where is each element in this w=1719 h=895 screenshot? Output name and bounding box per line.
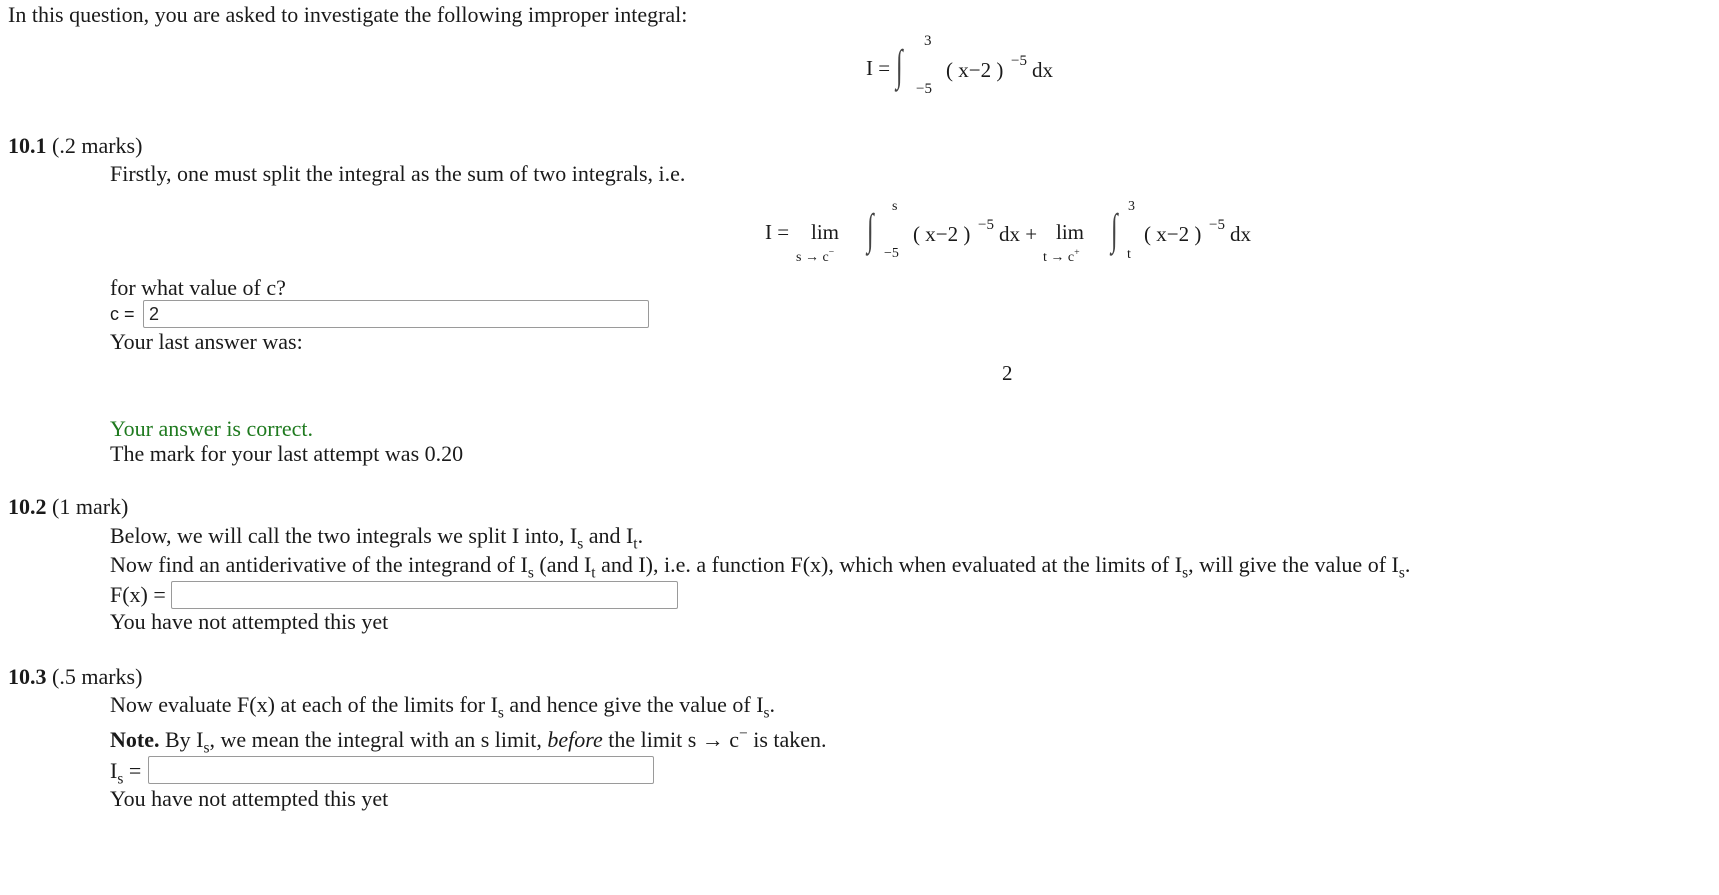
q3-number: 10.3 <box>8 664 47 689</box>
integral-sign-icon: ∫ <box>896 41 903 90</box>
split-integrand-2: ( x−2 ) <box>1144 222 1202 246</box>
split-dx: dx <box>1230 222 1251 246</box>
split-lim-2-sub: t → c+ <box>1043 247 1080 265</box>
integrand: ( x−2 ) <box>946 58 1004 82</box>
integral-lhs: I = <box>866 56 891 80</box>
q2-heading <box>8 494 128 520</box>
correct-feedback: Your answer is correct. <box>110 416 314 441</box>
q1-prompt: Firstly, one must split the integral as the sum of two integrals, i.e. <box>110 161 686 186</box>
q1-question: for what value of c? <box>110 275 286 300</box>
split-lhs: I = <box>765 220 790 244</box>
split-exponent-1: −5 <box>978 217 994 233</box>
split-upper-1: s <box>892 199 898 214</box>
mark-text: The mark for your last attempt was 0.20 <box>110 441 464 466</box>
is-input-label: $I_s$ = <box>110 758 142 788</box>
q2-number: 10.2 <box>8 494 47 519</box>
last-answer-value: 2 <box>1002 361 1013 385</box>
fx-input-label: F(x) = <box>110 582 166 607</box>
split-lim-1: lim <box>811 220 840 244</box>
integrand-exponent: −5 <box>1011 53 1027 69</box>
intro-text: In this question, you are asked to investigate the following improper integral: <box>8 2 688 27</box>
last-answer-label: Your last answer was: <box>110 329 303 354</box>
q1-heading <box>8 133 142 159</box>
is-answer-input[interactable] <box>148 756 654 784</box>
q3-line1: Now evaluate F(x) at each of the limits for $I_s$ and hence give the value of $I_s$. <box>110 692 776 722</box>
c-answer-input[interactable] <box>143 300 649 328</box>
q3-status: You have not attempted this yet <box>110 786 389 811</box>
q1-number: 10.1 <box>8 133 47 158</box>
q3-heading <box>8 664 142 690</box>
q3-marks: (.5 marks) <box>52 664 143 689</box>
split-lim-2: lim <box>1056 220 1085 244</box>
integral-lower-limit: −5 <box>916 81 932 97</box>
fx-answer-input[interactable] <box>171 581 678 609</box>
split-lim-1-sub: s → c− <box>796 247 835 265</box>
split-dx-plus: dx + <box>999 222 1038 246</box>
q2-marks: (1 mark) <box>52 494 129 519</box>
split-exponent-2: −5 <box>1209 217 1225 233</box>
q2-status: You have not attempted this yet <box>110 609 389 634</box>
split-integrand-1: ( x−2 ) <box>913 222 971 246</box>
q3-note: Note. By $I_s$, we mean the integral with an s limit, before the limit s → c− is taken. <box>110 724 827 757</box>
split-lower-1: −5 <box>884 246 899 261</box>
split-upper-2: 3 <box>1128 199 1135 214</box>
integral-sign-icon: ∫ <box>867 205 874 254</box>
integral-sign-icon: ∫ <box>1111 205 1118 254</box>
integral-upper-limit: 3 <box>924 33 932 49</box>
q2-line1: Below, we will call the two integrals we split I into, $I_s$ and $I_t$. <box>110 523 644 553</box>
integral-dx: dx <box>1032 58 1053 82</box>
split-lower-2: t <box>1127 247 1131 262</box>
q2-line2: Now find an antiderivative of the integrand of $I_s$ (and $I_t$ and I), i.e. a function F(x), which when evaluated at the limits of $I_s$, will give the value of $I_s$. <box>110 552 1411 582</box>
q1-marks: (.2 marks) <box>52 133 143 158</box>
c-input-label: c = <box>110 304 135 324</box>
